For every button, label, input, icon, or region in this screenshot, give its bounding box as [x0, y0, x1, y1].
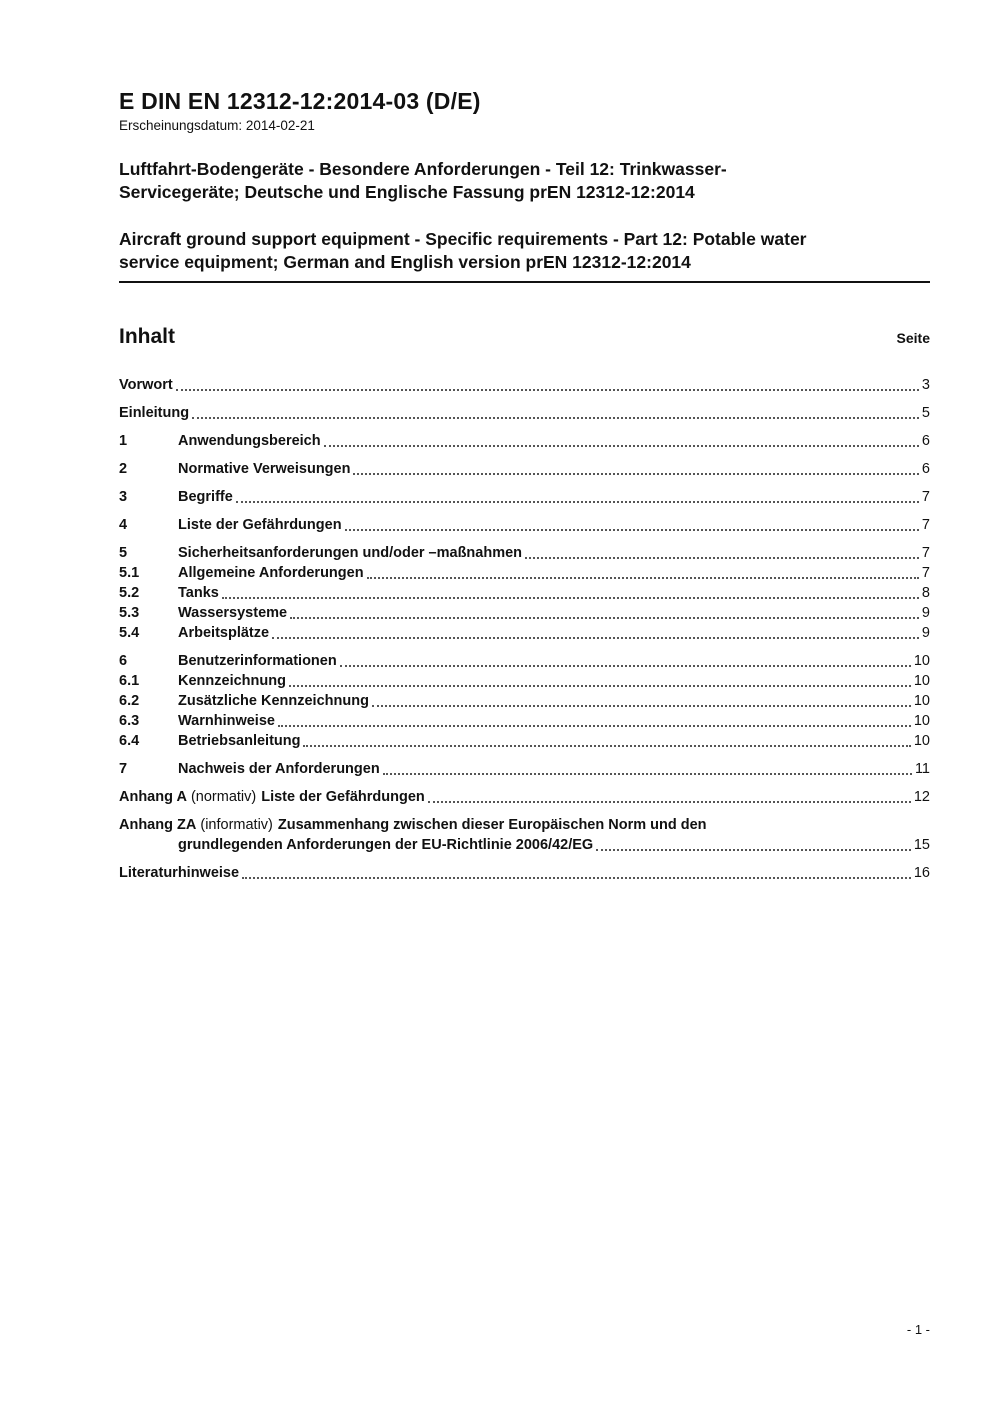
toc-entry-line-2	[178, 835, 930, 855]
toc-entry-number: 3	[119, 489, 128, 505]
toc-entry	[119, 603, 930, 623]
toc-entry-label: Zusammenhang zwischen dieser Europäischen Norm und den	[277, 817, 707, 833]
toc-entry-label: Arbeitsplätze	[178, 625, 270, 641]
toc-entry-number: 5.4	[119, 625, 140, 641]
toc-entry	[119, 431, 930, 451]
page-content	[119, 0, 930, 883]
toc-entry	[119, 759, 930, 779]
toc-entry-line	[119, 651, 930, 671]
toc-entry-page: 12	[913, 789, 930, 805]
toc-entry-line	[119, 691, 930, 711]
toc-entry-line	[119, 375, 930, 395]
toc-entry-page: 5	[921, 405, 930, 421]
english-title	[119, 228, 930, 274]
toc-entry-page: 15	[913, 837, 930, 853]
toc-dot-leader	[242, 877, 911, 879]
toc-entry	[119, 731, 930, 751]
toc-entry-label: Sicherheitsanforderungen und/oder –maßnahmen	[178, 545, 523, 561]
toc-entry-label: Benutzerinformationen	[178, 653, 337, 669]
toc-dot-leader	[303, 745, 910, 747]
toc-entry-label: Tanks	[178, 585, 219, 601]
annex-qualifier: (informativ)	[200, 817, 273, 833]
toc-entry	[119, 691, 930, 711]
toc-entry	[119, 403, 930, 423]
toc-entry-label: Liste der Gefährdungen	[178, 517, 342, 533]
toc-entry-label: Normative Verweisungen	[178, 461, 351, 477]
toc-entry-label: Wassersysteme	[178, 605, 288, 621]
toc-entry-line	[119, 863, 930, 883]
toc-entry-page: 8	[921, 585, 930, 601]
annex-title: Liste der Gefährdungen	[261, 789, 425, 805]
toc-dot-leader	[383, 773, 912, 775]
toc-entry-page: 9	[921, 625, 930, 641]
toc-entry-line	[119, 459, 930, 479]
toc-entry-line	[119, 787, 930, 807]
toc-dot-leader	[176, 389, 919, 391]
footer-page-number: - 1 -	[906, 1322, 930, 1337]
annex-qualifier: (normativ)	[190, 789, 257, 805]
toc-entry-page: 7	[921, 489, 930, 505]
toc-entry	[119, 563, 930, 583]
toc-entry-label: Allgemeine Anforderungen	[178, 565, 364, 581]
toc-entry-label: Anwendungsbereich	[178, 433, 321, 449]
toc-entry-number: 5.1	[119, 565, 140, 581]
toc-entry-line	[119, 731, 930, 751]
toc-dot-leader	[353, 473, 918, 475]
toc-entry-page: 16	[913, 865, 930, 881]
toc-entry-line	[119, 487, 930, 507]
toc-entry-line	[119, 563, 930, 583]
toc-entry-page: 6	[921, 433, 930, 449]
toc-entry	[119, 651, 930, 671]
toc-entry-number: 6.1	[119, 673, 140, 689]
toc-entry-label: grundlegenden Anforderungen der EU-Richtlinie 2006/42/EG	[178, 837, 594, 853]
toc-entry	[119, 487, 930, 507]
toc-dot-leader	[345, 529, 919, 531]
toc-entry	[119, 863, 930, 883]
toc-entry-line	[119, 543, 930, 563]
toc-entry-label	[119, 787, 425, 807]
toc-entry	[119, 515, 930, 535]
toc-entry	[119, 459, 930, 479]
german-title-line-1: Luftfahrt-Bodengeräte - Besondere Anforderungen - Teil 12: Trinkwasser-	[119, 159, 727, 179]
toc-entry-line	[119, 671, 930, 691]
toc-entry-page: 10	[913, 653, 930, 669]
toc-dot-leader	[372, 705, 911, 707]
toc-entry-page: 7	[921, 545, 930, 561]
toc-entry-number: 6.3	[119, 713, 140, 729]
toc-dot-leader	[367, 577, 919, 579]
toc-entry-label: Nachweis der Anforderungen	[178, 761, 380, 777]
toc-entry-label: Warnhinweise	[178, 713, 275, 729]
toc-entry-label: Zusätzliche Kennzeichnung	[178, 693, 369, 709]
toc-entry-page: 10	[913, 713, 930, 729]
toc-entry	[119, 543, 930, 563]
toc-entry-number: 2	[119, 461, 128, 477]
toc-entry-number: 4	[119, 517, 128, 533]
toc-entry-line	[119, 583, 930, 603]
toc-entry-label: Begriffe	[178, 489, 233, 505]
toc-entry-label: Kennzeichnung	[178, 673, 286, 689]
toc-entry-label: Einleitung	[119, 405, 190, 421]
toc-entry-line	[119, 431, 930, 451]
toc-entry-line	[119, 603, 930, 623]
page-column-label: Seite	[896, 330, 930, 346]
toc-entry-label: Betriebsanleitung	[178, 733, 301, 749]
toc-entry-number: 5.2	[119, 585, 140, 601]
toc-entry	[119, 375, 930, 395]
toc-entry	[119, 671, 930, 691]
toc-dot-leader	[272, 637, 919, 639]
german-title-line-2: Servicegeräte; Deutsche und Englische Fassung prEN 12312-12:2014	[119, 182, 695, 202]
toc-entry-line	[119, 515, 930, 535]
german-title	[119, 158, 930, 204]
toc-heading: Inhalt	[119, 325, 175, 348]
toc-dot-leader	[525, 557, 919, 559]
toc-heading-row	[119, 325, 930, 349]
release-date: Erscheinungsdatum: 2014-02-21	[119, 118, 315, 133]
toc-dot-leader	[192, 417, 919, 419]
toc-entry-page: 10	[913, 693, 930, 709]
toc-entry-page: 3	[921, 377, 930, 393]
toc-entry	[119, 623, 930, 643]
toc-dot-leader	[290, 617, 919, 619]
toc-dot-leader	[340, 665, 911, 667]
toc-entry-line	[119, 403, 930, 423]
toc-entry-number: 7	[119, 761, 128, 777]
toc-entry-page: 10	[913, 733, 930, 749]
toc-entry-number: 5.3	[119, 605, 140, 621]
toc-entry-number: 6.4	[119, 733, 140, 749]
toc-entry-line	[119, 623, 930, 643]
toc-entry-page: 10	[913, 673, 930, 689]
toc-entry-page: 7	[921, 517, 930, 533]
toc-entry	[119, 583, 930, 603]
toc-dot-leader	[428, 801, 911, 803]
toc-dot-leader	[324, 445, 919, 447]
title-divider	[119, 281, 930, 283]
toc-entry-page: 9	[921, 605, 930, 621]
toc-entry-label: Literaturhinweise	[119, 865, 240, 881]
toc-entry-line-1	[119, 815, 930, 835]
toc-dot-leader	[222, 597, 919, 599]
annex-name: Anhang ZA	[119, 817, 201, 833]
document-number: E DIN EN 12312-12:2014-03 (D/E)	[119, 88, 481, 114]
toc-dot-leader	[278, 725, 911, 727]
toc-entry	[119, 711, 930, 731]
toc-dot-leader	[596, 849, 911, 851]
annex-name: Anhang A	[119, 789, 191, 805]
english-title-line-1: Aircraft ground support equipment - Specific requirements - Part 12: Potable water	[119, 229, 807, 249]
toc-dot-leader	[289, 685, 911, 687]
toc-entry-line	[119, 711, 930, 731]
toc-entry	[119, 787, 930, 807]
toc-entries	[119, 375, 930, 883]
toc-entry-page: 7	[921, 565, 930, 581]
english-title-line-2: service equipment; German and English version prEN 12312-12:2014	[119, 252, 691, 272]
toc-dot-leader	[236, 501, 919, 503]
toc-entry-page: 11	[914, 761, 930, 777]
toc-entry-number: 6.2	[119, 693, 140, 709]
toc-entry-number: 5	[119, 545, 128, 561]
toc-entry-line	[119, 759, 930, 779]
toc-entry-page: 6	[921, 461, 930, 477]
toc-entry	[119, 815, 930, 855]
toc-entry-number: 6	[119, 653, 128, 669]
toc-entry-label: Vorwort	[119, 377, 173, 393]
toc-entry-number: 1	[119, 433, 128, 449]
